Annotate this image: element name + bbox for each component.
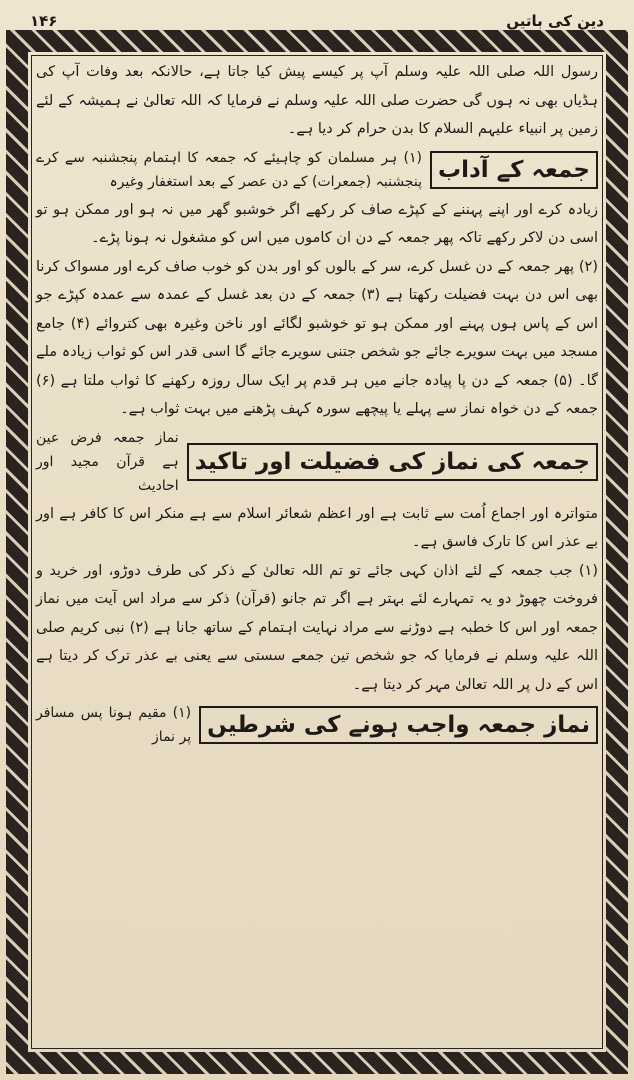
- heading-side-text: نماز جمعہ فرض عین ہے قرآن مجید اور احادیث: [36, 429, 179, 494]
- heading-title: نماز جمعہ واجب ہونے کی شرطیں: [199, 706, 598, 744]
- page-body: [36, 58, 598, 1044]
- heading-title: جمعہ کے آداب: [430, 151, 598, 189]
- section-heading-etiquette: [36, 146, 598, 194]
- paragraph: متواترہ اور اجماع اُمت سے ثابت ہے اور اعظم شعائر اسلام سے ہے منکر اس کا کافر ہے اور بے عذر اس کا تارک فاسق ہے۔: [36, 505, 598, 550]
- intro-paragraph: رسول اللہ صلی اللہ علیہ وسلم آپ پر کیسے پیش کیا جاتا ہے، حالانکہ بعد وفات آپ کی ہڈیاں بھی نہ ہوں گی حضرت صلی اللہ علیہ وسلم نے فرمایا کہ اللہ تعالیٰ نے ہمیشہ کے لئے زمین پر انبیاء علیہم السلام کا بدن حرام کر دیا ہے۔: [36, 64, 598, 137]
- paragraph: زیادہ کرے اور اپنے پہننے کے کپڑے صاف کر رکھے اگر خوشبو گھر میں نہ ہو اور ممکن ہو تو اسی دن لاکر رکھے تاکہ پھر جمعہ کے دن ان کاموں میں اس کو مشغول نہ ہونا پڑے۔: [36, 201, 598, 246]
- running-title: دین کی باتیں: [506, 12, 604, 30]
- heading-side-text: (۱) ہر مسلمان کو چاہیئے کہ جمعہ کا اہتمام پنجشنبہ سے کرے پنجشنبہ (جمعرات) کے دن عصر کے بعد استغفار وغیرہ: [36, 149, 422, 190]
- section-heading-conditions: [36, 701, 598, 749]
- paragraph: (۲) پھر جمعہ کے دن غسل کرے، سر کے بالوں کو اور بدن کو خوب صاف کرے اور مسواک کرنا بھی اس دن بہت فضیلت رکھتا ہے (۳) جمعہ کے دن بعد غسل کے عمدہ سے عمدہ کپڑے جو اس کے پاس ہوں پہنے اور ممکن ہو تو خوشبو لگائے اور ناخن وغیرہ بھی کتروائے (۴) جامع مسجد میں بہت سویرے جائے جو شخص جتنی سویرے جائے گا اسی قدر اس کو ثواب زیادہ ملے گا۔ (۵) جمعہ کے دن پا پیادہ جانے میں ہر قدم پر ایک سال روزہ رکھنے کا ثواب ملتا ہے (۶) جمعہ کے دن خواہ نماز سے پہلے یا پیچھے سورہ کہف پڑھنے میں بہت ثواب ہے۔: [36, 258, 598, 417]
- section-heading-virtue: [36, 426, 598, 498]
- page-number: ۱۴۶: [30, 12, 58, 30]
- heading-title: جمعہ کی نماز کی فضیلت اور تاکید: [187, 443, 598, 481]
- heading-side-text: (۱) مقیم ہونا پس مسافر پر نماز: [36, 705, 192, 745]
- paragraph: (۱) جب جمعہ کے لئے اذان کہی جائے تو تم اللہ تعالیٰ کے ذکر کی طرف دوڑو، اور خرید و فروخت چھوڑ دو یہ تمہارے لئے بہتر ہے اگر تم جانو (قرآن) ذکر سے مراد اس آیت میں نماز جمعہ اور اس کا خطبہ ہے دوڑنے سے مراد نہایت اہتمام کے ساتھ جانا ہے (۲) نبی کریم صلی اللہ علیہ وسلم نے فرمایا کہ جو شخص تین جمعے سستی سے یعنی بے عذر ترک کر دیتا ہے اس کے دل پر اللہ تعالیٰ مہر کر دیتا ہے۔: [36, 562, 598, 693]
